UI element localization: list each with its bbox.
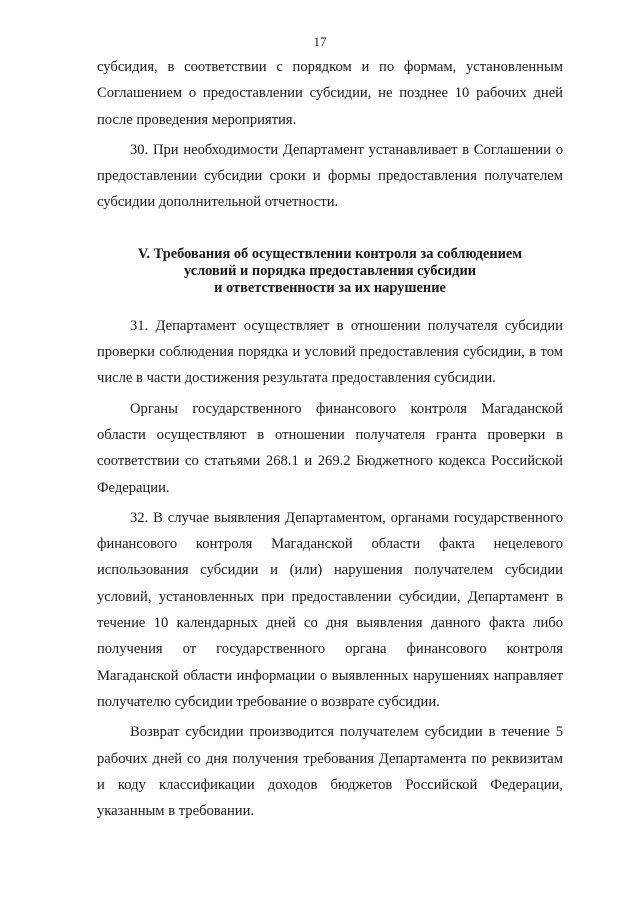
paragraph-return: Возврат субсидии производится получателем субсидии в течение 5 рабочих дней со дня получения требования Департамента по реквизитам и коду классификации доходов бюджетов Российской Федерации, указанным в требовании. [97,724,563,820]
paragraph-32: 32. В случае выявления Департаментом, органами государственного финансового контроля Магаданской области факта нецелевого использования субсидии и (или) нарушения получателем субсидии условий, установленных при предоставлении субсидии, Департамент в течение 10 календарных дней со дня выявления данного факта либо получения от государственного органа финансового контроля Магаданской области информации о выявленных нарушениях направляет получателю субсидии требование о возврате субсидии. [97,509,563,710]
paragraph-continuation: субсидия, в соответствии с порядком и по формам, установленным Соглашением о предоставлении субсидии, не позднее 10 рабочих дней после проведения мероприятия. [97,59,563,128]
section-heading-line-1: V. Требования об осуществлении контроля за соблюдением [137,245,523,262]
section-heading-line-3: и ответственности за их нарушение [214,279,446,296]
section-heading [97,246,563,297]
section-heading-line-2: условий и порядка предоставления субсидии [183,262,477,279]
document-body [97,54,563,824]
paragraph-control-organs: Органы государственного финансового контроля Магаданской области осуществляют в отношении получателя гранта проверки в соответствии со статьями 268.1 и 269.2 Бюджетного кодекса Российской Федерации. [97,400,563,496]
paragraph-31: 31. Департамент осуществляет в отношении получателя субсидии проверки соблюдения порядка и условий предоставления субсидии, в том числе в части достижения результата предоставления субсидии. [97,317,563,387]
paragraph-30: 30. При необходимости Департамент устанавливает в Соглашении о предоставлении субсидии сроки и формы предоставления получателем субсидии дополнительной отчетности. [97,141,563,211]
page-number: 17 [313,34,327,49]
